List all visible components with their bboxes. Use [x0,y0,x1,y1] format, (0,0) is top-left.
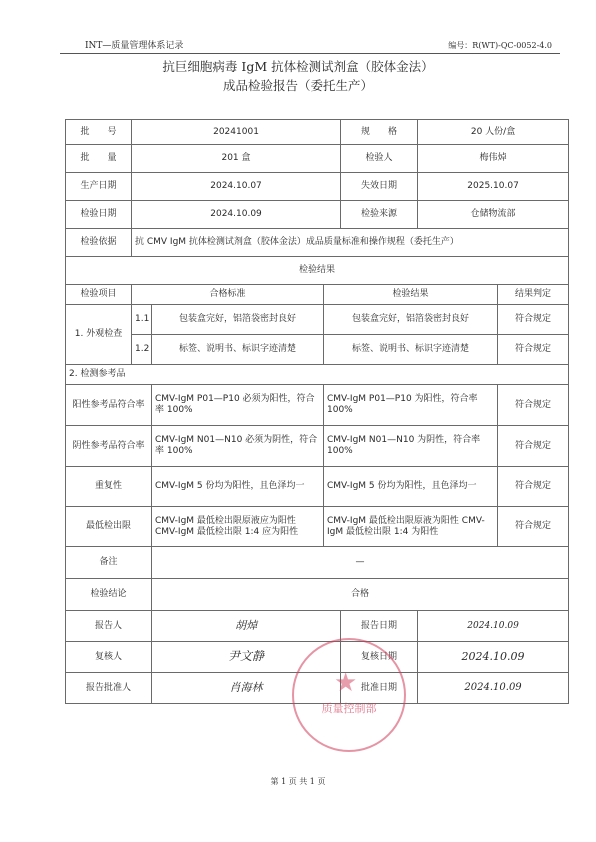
spec-value: 20 人份/盒 [418,120,569,145]
header-divider [60,53,560,54]
appearance-label: 1. 外观检查 [66,305,132,365]
batch-label: 批 号 [66,120,132,145]
result-cell: CMV-IgM N01—N10 为阴性，符合率 100% [324,426,498,467]
batch-value: 20241001 [132,120,341,145]
col-result: 检验结果 [324,285,498,305]
report-date: 2024.10.09 [467,620,519,631]
inspector-label: 检验人 [341,145,418,173]
standard-cell: CMV-IgM 5 份均为阳性，且色泽均一 [152,467,324,507]
reporter-signature [152,611,341,642]
mfg-date-label: 生产日期 [66,173,132,201]
item-no: 1.2 [132,335,152,365]
stamp-star-icon: ★ [334,668,358,698]
source-value: 仓储物流部 [418,201,569,229]
reporter-label: 报告人 [66,611,152,642]
standard-cell: CMV-IgM 最低检出限原液应为阳性 CMV-IgM 最低检出限 1:4 应为阳性 [152,507,324,547]
table-row [66,426,569,467]
col-item: 检验项目 [66,285,132,305]
quality-control-stamp [292,638,406,752]
report-date-label: 报告日期 [341,611,418,642]
report-date-value [418,611,569,642]
source-label: 检验来源 [341,201,418,229]
basis-value: 抗 CMV IgM 抗体检测试剂盒（胶体金法）成品质量标准和操作规程（委托生产） [132,229,569,257]
reporter-sig: 胡焯 [235,618,258,632]
remark-value: — [152,547,569,579]
review-date-label: 复核日期 [341,642,418,673]
reviewer-label: 复核人 [66,642,152,673]
table-row [66,305,569,335]
inspector-value: 梅伟焯 [418,145,569,173]
review-date-value [418,642,569,673]
table-row [66,229,569,257]
table-row [66,257,569,285]
judgment-cell: 符合规定 [498,305,569,335]
judgment-cell: 符合规定 [498,507,569,547]
col-standard: 合格标准 [132,285,324,305]
conclusion-label: 检验结论 [66,579,152,611]
judgment-cell: 符合规定 [498,385,569,426]
test-date-label: 检验日期 [66,201,132,229]
page-footer: 第 1 页 共 1 页 [270,777,326,786]
result-cell: 包装盒完好，铝箔袋密封良好 [324,305,498,335]
review-date: 2024.10.09 [461,649,525,663]
standard-cell: CMV-IgM N01—N10 必须为阴性，符合率 100% [152,426,324,467]
approve-date-value [418,673,569,704]
result-cell: 标签、说明书、标识字迹清楚 [324,335,498,365]
table-row [66,335,569,365]
title-line-2: 成品检验报告（委托生产） [222,78,373,93]
result-cell: CMV-IgM P01—P10 为阳性，符合率 100% [324,385,498,426]
approver-sig: 肖海林 [229,680,263,694]
test-item: 重复性 [66,467,152,507]
judgment-cell: 符合规定 [498,426,569,467]
approver-label: 报告批准人 [66,673,152,704]
standard-cell: 标签、说明书、标识字迹清楚 [152,335,324,365]
report-table [65,119,569,704]
table-row [66,201,569,229]
test-item: 最低检出限 [66,507,152,547]
table-row [66,579,569,611]
standard-cell: CMV-IgM P01—P10 必须为阳性，符合率 100% [152,385,324,426]
approve-date: 2024.10.09 [464,682,522,693]
standard-cell: 包装盒完好，铝箔袋密封良好 [152,305,324,335]
basis-label: 检验依据 [66,229,132,257]
exp-date-label: 失效日期 [341,173,418,201]
results-section-title: 检验结果 [66,257,569,285]
table-row [66,365,569,385]
table-row [66,467,569,507]
title-line-1: 抗巨细胞病毒 IgM 抗体检测试剂盒（胶体金法） [162,59,434,74]
judgment-cell: 符合规定 [498,467,569,507]
table-row [66,547,569,579]
remark-label: 备注 [66,547,152,579]
qty-value: 201 盒 [132,145,341,173]
reviewer-sig: 尹文静 [228,648,265,663]
result-cell: CMV-IgM 5 份均为阳性，且色泽均一 [324,467,498,507]
stamp-text: 质量控制部 [321,702,377,715]
document-number: 编号：R(WT)-QC-0052-4.0 [448,41,552,50]
spec-label: 规 格 [341,120,418,145]
header-left: INT—质量管理体系记录 [85,41,184,51]
reference-section-label: 2. 检测参考品 [66,365,569,385]
table-row [66,145,569,173]
exp-date-value: 2025.10.07 [418,173,569,201]
qty-label: 批 量 [66,145,132,173]
table-row [66,120,569,145]
table-row [66,507,569,547]
item-no: 1.1 [132,305,152,335]
table-row [66,173,569,201]
table-row [66,385,569,426]
test-date-value: 2024.10.09 [132,201,341,229]
table-row [66,285,569,305]
table-row [66,611,569,642]
conclusion-value: 合格 [152,579,569,611]
judgment-cell: 符合规定 [498,335,569,365]
test-item: 阳性参考品符合率 [66,385,152,426]
page-title [0,57,596,95]
result-cell: CMV-IgM 最低检出限原液为阳性 CMV-IgM 最低检出限 1:4 为阳性 [324,507,498,547]
approve-date-label: 批准日期 [341,673,418,704]
col-judgment: 结果判定 [498,285,569,305]
mfg-date-value: 2024.10.07 [132,173,341,201]
test-item: 阴性参考品符合率 [66,426,152,467]
